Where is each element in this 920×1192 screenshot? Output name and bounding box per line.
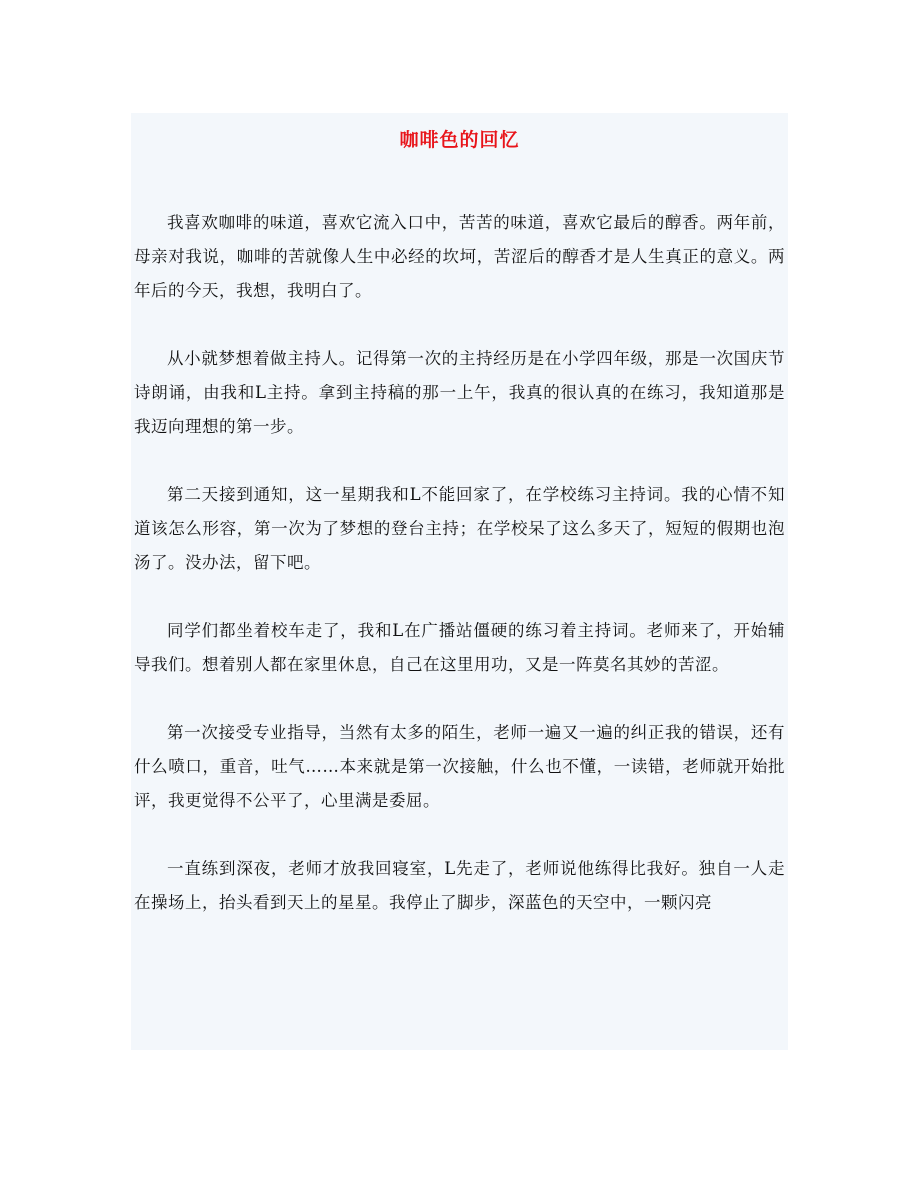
paragraph-6: 一直练到深夜，老师才放我回寝室，L先走了，老师说他练得比我好。独自一人走在操场上，抬头看到天上的星星。我停止了脚步，深蓝色的天空中，一颗闪亮 — [134, 859, 785, 912]
paragraph-5: 第一次接受专业指导，当然有太多的陌生，老师一遍又一遍的纠正我的错误，还有什么喷口，重音，吐气……本来就是第一次接触，什么也不懂，一读错，老师就开始批评，我更觉得不公平了，心里满是委屈。 — [134, 723, 785, 810]
document-page — [131, 113, 788, 1050]
paragraph-3: 第二天接到通知，这一星期我和L不能回家了，在学校练习主持词。我的心情不知道该怎么形容，第一次为了梦想的登台主持；在学校呆了这么多天了，短短的假期也泡汤了。没办法，留下吧。 — [134, 485, 785, 572]
document-title: 咖啡色的回忆 — [399, 129, 520, 151]
document-body — [134, 206, 785, 954]
paragraph-4: 同学们都坐着校车走了，我和L在广播站僵硬的练习着主持词。老师来了，开始辅导我们。想着别人都在家里休息，自己在这里用功，又是一阵莫名其妙的苦涩。 — [134, 621, 785, 674]
paragraph-1: 我喜欢咖啡的味道，喜欢它流入口中，苦苦的味道，喜欢它最后的醇香。两年前，母亲对我说，咖啡的苦就像人生中必经的坎坷，苦涩后的醇香才是人生真正的意义。两年后的今天，我想，我明白了。 — [134, 213, 785, 300]
paragraph-2: 从小就梦想着做主持人。记得第一次的主持经历是在小学四年级，那是一次国庆节诗朗诵，由我和L主持。拿到主持稿的那一上午，我真的很认真的在练习，我知道那是我迈向理想的第一步。 — [134, 349, 785, 436]
